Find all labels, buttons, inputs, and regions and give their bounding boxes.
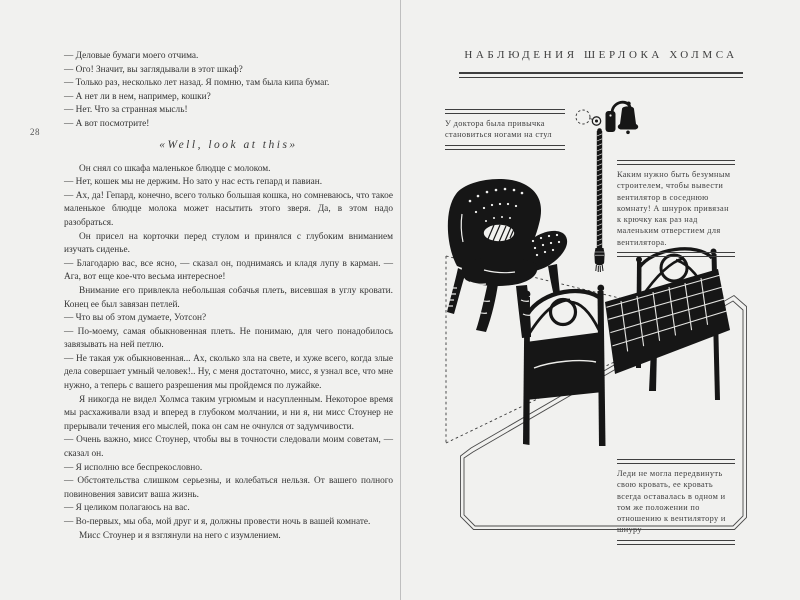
text-line: — Ого! Значит, вы заглядывали в этот шкаф? xyxy=(64,64,243,75)
text-line: — А вот посмотрите! xyxy=(64,118,150,129)
margin-note-bed xyxy=(617,455,735,549)
text-line: — Нет. Что за странная мысль! xyxy=(64,105,188,116)
text-line: — Во-первых, мы оба, мой друг и я, должны провести ночь в вашей комнате. xyxy=(64,517,371,527)
note-rule-bottom xyxy=(617,252,735,257)
text-line: Я никогда не видел Холмса таким угрюмым и насупленным. Некоторое время мы расхаживали взад и вперед в глубоком молчании, и ни я, ни мисс Стоунер не прерывали течения его мыслей, пока он сам не очнулся от задумчивости. xyxy=(64,394,393,432)
note-rule-bottom xyxy=(445,145,565,150)
margin-note-text: Каким нужно быть безумным строителем, чтобы вывести вентилятор в соседнюю комнату! А шнурок привязан к крючку как раз над маленьким отверстием для вентилятора. xyxy=(617,170,731,247)
margin-note-ventilator xyxy=(617,156,735,261)
bedroom-illustration xyxy=(400,0,800,600)
text-line: — Только раз, несколько лет назад. Я помню, там была кипа бумаг. xyxy=(64,78,330,89)
text-line: — Что вы об этом думаете, Уотсон? xyxy=(64,313,207,324)
text-line: Он присел на корточки перед стулом и принялся с глубоким вниманием изучать сиденье. xyxy=(64,231,393,256)
bell-cord-illustration xyxy=(594,128,604,272)
text-line: — Очень важно, мисс Стоунер, чтобы вы в точности следовали моим советам, — сказал он. xyxy=(64,435,393,460)
note-rule-bottom xyxy=(617,540,735,545)
ventilator-dashed-circle-icon xyxy=(576,110,601,125)
note-rule-top xyxy=(617,160,735,165)
text-line: — Нет, кошек мы не держим. Но зато у нас есть гепард и павиан. xyxy=(64,177,323,188)
text-line: — Ах, да! Гепард, конечно, всего только большая кошка, но сомневаюсь, что такое маленькое блюдце молока может насытить этого зверя. Да, в этом надо разобраться. xyxy=(64,190,393,228)
text-line: — Обстоятельства слишком серьезны, и колебаться нельзя. От вашего полного повиновения зависит ваша жизнь. xyxy=(64,476,393,500)
text-line: — Я исполню все беспрекословно. xyxy=(64,462,203,473)
margin-note-text: У доктора была привычка становиться ногами на стул xyxy=(445,119,552,140)
text-line: Мисс Стоунер и я взглянули на него с изумлением. xyxy=(79,530,281,541)
text-line: — Не такая уж обыкновенная... Ах, сколько зла на свете, и хуже всего, когда злые дела совершает умный человек!.. Ну, с меня достаточно, мисс, я узнал все, что мне нужно, а теперь с вашего разрешения мы пройдемся по лужайке. xyxy=(64,353,393,392)
text-line: Внимание его привлекла небольшая собачья плеть, висевшая в углу кровати. Конец ее был завязан петлей. xyxy=(64,285,393,310)
body-text-column xyxy=(64,50,393,543)
text-line: — Благодарю вас, все ясно, — сказал он, поднимаясь и кладя лупу в карман. — Ага, вот еще кое-что весьма интересное! xyxy=(64,258,393,283)
running-header: НАБЛЮДЕНИЯ ШЕРЛОКА ХОЛМСА xyxy=(464,49,738,61)
wall-bell-icon xyxy=(606,102,639,135)
text-line: — А нет ли в нем, например, кошки? xyxy=(64,91,211,102)
note-rule-top xyxy=(445,109,565,114)
text-line: — Деловые бумаги моего отчима. xyxy=(64,51,199,61)
text-line: Он снял со шкафа маленькое блюдце с молоком. xyxy=(79,163,271,174)
page-number: 28 xyxy=(30,127,40,137)
text-line: — По-моему, самая обыкновенная плеть. Не понимаю, для чего понадобилось завязывать на ней петлю. xyxy=(64,326,393,351)
chapter-quote-heading: «Well, look at this» xyxy=(159,138,298,151)
margin-note-chair xyxy=(445,105,565,154)
margin-note-text: Леди не могла передвинуть свою кровать, ее кровать всегда оставалась в одном и том же положении по отношению к вентилятору и шнуру xyxy=(617,469,726,535)
note-rule-top xyxy=(617,459,735,464)
text-line: — Я целиком полагаюсь на вас. xyxy=(64,503,190,514)
